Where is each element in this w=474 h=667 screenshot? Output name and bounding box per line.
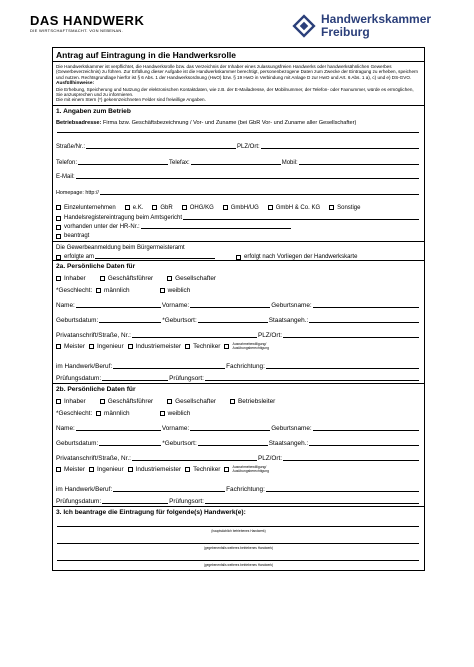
checkbox[interactable] [100, 276, 105, 281]
telefax-label: Telefax: [169, 159, 190, 166]
gewerbe-opt2: erfolgt nach Vorliegen der Handwerkskarte [244, 253, 358, 260]
checkbox[interactable] [329, 205, 334, 210]
betriebsadresse-label: Betriebsadresse: [56, 119, 102, 126]
staatsangeh-label: Staatsangeh.: [268, 316, 309, 324]
checkbox[interactable] [185, 344, 190, 349]
legal-form-label: OHG/KG [189, 204, 214, 211]
checkbox[interactable] [167, 399, 172, 404]
gender-label: männlich [104, 409, 130, 417]
logo-right-line2: Freiburg [321, 25, 370, 39]
staatsangeh-field[interactable] [309, 440, 419, 446]
gewerbe-text: Die Gewerbeanmeldung beim Bürgermeisteramt [56, 244, 185, 251]
staatsangeh-field[interactable] [309, 317, 419, 323]
gewerbe-nach-checkbox[interactable] [236, 255, 241, 260]
hr-line2: vorhanden unter der HR-Nr.: [64, 223, 140, 230]
im-handwerk-label: im Handwerk/Beruf: [56, 485, 113, 493]
strasse-field[interactable] [86, 143, 236, 149]
plz-label: PLZ/Ort: [257, 331, 283, 339]
checkbox[interactable] [56, 344, 61, 349]
mobil-field[interactable] [299, 159, 419, 165]
geburtsname-field[interactable] [313, 425, 419, 431]
ausnahme-checkbox[interactable] [224, 467, 229, 472]
privat-label: Privatanschrift/Straße, Nr.: [56, 454, 131, 462]
handwerk-hint-1: (hauptsächlich betriebenes Handwerk) [211, 528, 266, 533]
geschlecht-label: *Geschlecht: [56, 409, 93, 417]
form-title: Antrag auf Eintragung in die Handwerksrolle [53, 48, 424, 62]
pruefungsort-field[interactable] [205, 498, 419, 504]
qual-techniker[interactable] [185, 466, 220, 473]
handwerk-hint-2: (gegebenenfalls weiteres betriebenes Handwerk) [203, 545, 274, 550]
vorname-label: Vorname: [161, 301, 190, 309]
privat-field[interactable] [132, 332, 257, 338]
logo-right-line1: Handwerkskammer [321, 12, 432, 26]
gender-label: weiblich [167, 409, 191, 417]
qual-label: Industriemeister [135, 343, 182, 351]
plz-field[interactable] [283, 332, 419, 338]
handwerk-field-2[interactable] [57, 538, 419, 544]
gender-maennlich[interactable] [96, 287, 130, 294]
checkbox[interactable] [56, 205, 61, 210]
checkbox[interactable] [160, 288, 165, 293]
gewerbe-date-field[interactable] [95, 253, 215, 259]
qual-label: Techniker [193, 343, 221, 351]
handwerk-field-1[interactable] [57, 521, 419, 527]
name-label: Name: [56, 424, 75, 432]
betriebsadresse-field[interactable] [57, 127, 419, 133]
role-label: Inhaber [64, 397, 86, 405]
plz-label: PLZ/Ort: [237, 143, 260, 150]
role-gesellschafter[interactable] [167, 398, 216, 405]
checkbox[interactable] [223, 205, 228, 210]
logo-hwk-freiburg [292, 13, 431, 39]
handwerk-hint-3: (gegebenenfalls weiteres betriebenes Handwerk) [203, 562, 274, 567]
geburtsname-label: Geburtsname: [271, 424, 312, 432]
logo-left-sub: DIE WIRTSCHAFTSMACHT. VON NEBENAN. [30, 28, 124, 33]
geburtsort-field[interactable] [198, 440, 268, 446]
legal-form-label: e.K. [132, 204, 144, 211]
legal-form-label: Sonstige [337, 204, 361, 211]
homepage-label: Homepage: http:// [56, 189, 99, 196]
qual-label: Ingenieur [96, 343, 124, 351]
hr-beantragt-checkbox[interactable] [56, 234, 61, 239]
betriebsadresse-hint: Firma bzw. Geschäftsbezeichnung / Vor- und Zuname (bei GbR Vor- und Zuname aller Gesellschafter) [102, 119, 357, 126]
checkbox[interactable] [185, 467, 190, 472]
vorname-label: Vorname: [161, 424, 190, 432]
gender-maennlich[interactable] [96, 410, 130, 417]
strasse-label: Straße/Nr.: [56, 143, 86, 150]
role-geschaeftsfuehrer[interactable] [100, 275, 153, 282]
handwerk-field-3[interactable] [57, 555, 419, 561]
gender-label: weiblich [167, 286, 191, 294]
qual-meister[interactable] [56, 343, 85, 350]
qual-label: Meister [64, 466, 85, 474]
geburtsdatum-field[interactable] [99, 317, 161, 323]
qual-industriemeister[interactable] [128, 466, 181, 473]
im-handwerk-field[interactable] [113, 363, 225, 369]
checkbox[interactable] [96, 411, 101, 416]
legal-form-label: GbR [160, 204, 173, 211]
geschlecht-label: *Geschlecht: [56, 286, 93, 294]
section-3-heading: 3. Ich beantrage die Eintragung für folgende(s) Handwerk(e): [56, 508, 246, 516]
role-geschaeftsfuehrer[interactable] [100, 398, 153, 405]
staatsangeh-label: Staatsangeh.: [268, 439, 309, 447]
pruefungsort-label: Prüfungsort: [169, 374, 204, 382]
vorname-field[interactable] [190, 425, 270, 431]
section-3 [53, 507, 424, 570]
checkbox[interactable] [128, 344, 133, 349]
gewerbe-erfolgte-checkbox[interactable] [56, 255, 61, 260]
pruefungsdatum-field[interactable] [102, 375, 168, 381]
hr-nr-field[interactable] [141, 223, 291, 229]
checkbox[interactable] [96, 288, 101, 293]
checkbox[interactable] [160, 411, 165, 416]
intro-paragraph-2: Die Erhebung, Speicherung und Nutzung der elektronischen Kontaktdaten, wie z.B. der E-Mailadresse, der Mobilnummer, der Telefon- oder Faxnummer, würde es ermöglichen, Sie anzusprechen und zu informieren. [56, 86, 414, 98]
geburtsname-field[interactable] [313, 302, 419, 308]
form-intro [53, 62, 424, 106]
qual-ingenieur[interactable] [89, 343, 124, 350]
intro-paragraph-1: Die Handwerkskammer ist verpflichtet, die Handwerksrolle bzw. das Verzeichnis der Inhaber eines zulassungsfreien Handwerks oder handwerksähnlichen Gewerbes (Gewerbeverzeichnis) zu führen. Zur Erfüllung dieser Aufgabe ist die Handwerkskammer berechtigt, personenbezogene Daten zum Zwecke der Eintragung zu erheben, speichern und nutzen. Rechtsgrundlage hierfür ist § 6 Abs. 1 der Handwerksordnung (HwO) bzw. § 19 HwO in Verbindung mit Anlage D zur HwO und Art. 6 Abs. 1 a), c) und e) DS-GVO. [56, 64, 419, 80]
qual-techniker[interactable] [185, 343, 220, 350]
checkbox[interactable] [56, 467, 61, 472]
mobil-label: Mobil: [281, 159, 298, 166]
checkbox[interactable] [182, 205, 187, 210]
name-label: Name: [56, 301, 75, 309]
telefax-field[interactable] [191, 159, 281, 165]
logo-left-main: DAS HANDWERK [30, 13, 145, 28]
name-field[interactable] [76, 302, 161, 308]
intro-paragraph-3: Die mit einem Stern (*) gekennzeichneten Felder sind freiwillige Angaben. [56, 97, 206, 103]
checkbox[interactable] [152, 205, 157, 210]
im-handwerk-label: im Handwerk/Beruf: [56, 362, 113, 370]
gender-weiblich[interactable] [160, 287, 191, 294]
geburtsort-field[interactable] [198, 317, 268, 323]
checkbox[interactable] [56, 399, 61, 404]
role-gesellschafter[interactable] [167, 275, 216, 282]
geburtsdatum-label: Geburtsdatum: [56, 316, 99, 324]
hwk-logo-icon [292, 14, 316, 38]
checkbox[interactable] [89, 467, 94, 472]
hr-amtsgericht-field[interactable] [183, 214, 419, 220]
legal-form-label: GmbH & Co. KG [275, 204, 321, 211]
checkbox[interactable] [128, 467, 133, 472]
telefon-field[interactable] [78, 159, 168, 165]
legal-form-label: Einzelunternehmen [64, 204, 116, 211]
pruefungsdatum-label: Prüfungsdatum: [56, 497, 102, 505]
section-2a [53, 261, 424, 384]
plz-label: PLZ/Ort: [257, 454, 283, 462]
telefon-label: Telefon: [56, 159, 78, 166]
qual-label: Ingenieur [96, 466, 124, 474]
qual-label: Industriemeister [135, 466, 182, 474]
section-2b-heading: 2b. Persönliche Daten für [56, 385, 136, 393]
plz-field[interactable] [261, 143, 419, 149]
privat-label: Privatanschrift/Straße, Nr.: [56, 331, 131, 339]
section-2b [53, 384, 424, 507]
hr-line3: beantragt [64, 232, 90, 239]
role-label: Geschäftsführer [107, 397, 154, 405]
qual-ingenieur[interactable] [89, 466, 124, 473]
role-label: Geschäftsführer [107, 274, 154, 282]
pruefungsdatum-label: Prüfungsdatum: [56, 374, 102, 382]
gewerbe-opt1: erfolgte am [64, 253, 95, 260]
privat-field[interactable] [132, 455, 257, 461]
section-1-heading: 1. Angaben zum Betrieb [56, 107, 131, 115]
qual-label: Techniker [193, 466, 221, 474]
logo-das-handwerk [30, 14, 144, 33]
gewerbe-section [53, 242, 424, 261]
intro-heading: Ausfüllhinweise: [56, 81, 95, 87]
email-field[interactable] [76, 173, 419, 179]
gender-weiblich[interactable] [160, 410, 191, 417]
section-1 [53, 106, 424, 242]
role-label: Gesellschafter [175, 274, 217, 282]
qual-meister[interactable] [56, 466, 85, 473]
checkbox[interactable] [89, 344, 94, 349]
fachrichtung-field[interactable] [266, 363, 419, 369]
checkbox[interactable] [268, 205, 273, 210]
vorname-field[interactable] [190, 302, 270, 308]
ausnahme-checkbox[interactable] [224, 344, 229, 349]
fachrichtung-field[interactable] [266, 486, 419, 492]
checkbox[interactable] [125, 205, 130, 210]
role-inhaber[interactable] [56, 398, 86, 405]
pruefungsort-field[interactable] [205, 375, 419, 381]
form-frame [52, 47, 425, 571]
geburtsdatum-field[interactable] [99, 440, 161, 446]
geburtsort-label: *Geburtsort: [162, 439, 197, 447]
email-label: E-Mail: [56, 173, 75, 180]
legal-form-label: GmbH/UG [230, 204, 259, 211]
checkbox[interactable] [100, 399, 105, 404]
ausnahme-label: Ausnahmebewilligung/ Ausübungsberechtigung [232, 465, 270, 473]
homepage-field[interactable] [100, 189, 419, 195]
qual-label: Meister [64, 343, 85, 351]
pruefungsdatum-field[interactable] [102, 498, 168, 504]
gender-label: männlich [104, 286, 130, 294]
role-inhaber[interactable] [56, 275, 86, 282]
checkbox[interactable] [230, 399, 235, 404]
role-label: Inhaber [64, 274, 86, 282]
ausnahme-label: Ausnahmebewilligung/ Ausübungsberechtigung [232, 342, 270, 350]
name-field[interactable] [76, 425, 161, 431]
role-label: Betriebsleiter [238, 397, 276, 405]
geburtsort-label: *Geburtsort: [162, 316, 197, 324]
role-betriebsleiter[interactable] [230, 398, 275, 405]
qual-industriemeister[interactable] [128, 343, 181, 350]
fachrichtung-label: Fachrichtung: [226, 362, 265, 370]
hr-line1: Handelsregistereintragung beim Amtsgericht [64, 214, 183, 221]
section-2a-heading: 2a. Persönliche Daten für [56, 262, 136, 270]
geburtsdatum-label: Geburtsdatum: [56, 439, 99, 447]
checkbox[interactable] [167, 276, 172, 281]
plz-field[interactable] [283, 455, 419, 461]
pruefungsort-label: Prüfungsort: [169, 497, 204, 505]
im-handwerk-field[interactable] [113, 486, 225, 492]
checkbox[interactable] [56, 276, 61, 281]
fachrichtung-label: Fachrichtung: [226, 485, 265, 493]
geburtsname-label: Geburtsname: [271, 301, 312, 309]
role-label: Gesellschafter [175, 397, 217, 405]
